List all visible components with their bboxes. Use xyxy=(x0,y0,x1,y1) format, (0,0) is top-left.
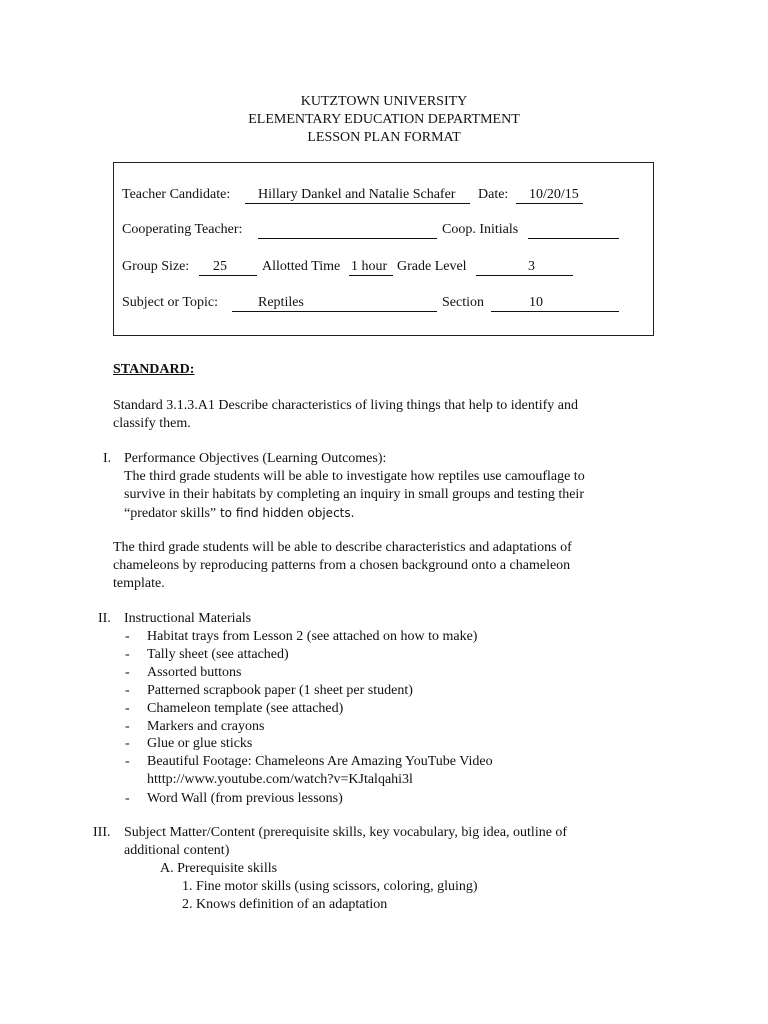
bullet: - xyxy=(125,629,130,644)
allotted-time-value: 1 hour xyxy=(351,259,388,274)
grade-level-value: 3 xyxy=(528,259,535,274)
coop-initials-label: Coop. Initials xyxy=(442,222,519,237)
material-item: Patterned scrapbook paper (1 sheet per student) xyxy=(147,683,413,698)
objective-line xyxy=(124,504,354,523)
section-label: Section xyxy=(442,295,484,310)
university-title: KUTZTOWN UNIVERSITY xyxy=(300,94,468,109)
department-title: ELEMENTARY EDUCATION DEPARTMENT xyxy=(248,112,520,127)
subsection-heading: A. Prerequisite skills xyxy=(160,861,278,876)
allotted-time-label: Allotted Time xyxy=(262,259,341,274)
group-size-value: 25 xyxy=(213,259,227,274)
date-label: Date: xyxy=(478,187,509,202)
date-value: 10/20/15 xyxy=(529,187,579,202)
objective-line: template. xyxy=(113,576,165,591)
material-item: Tally sheet (see attached) xyxy=(147,647,289,662)
predator-skills-quote: “predator skills” xyxy=(124,506,217,521)
document-title: LESSON PLAN FORMAT xyxy=(307,130,461,145)
bullet: - xyxy=(125,647,130,662)
section-title: Instructional Materials xyxy=(124,611,252,626)
bullet: - xyxy=(125,683,130,698)
video-url-link[interactable]: htttp://www.youtube.com/watch?v=KJtalqahi3l xyxy=(147,772,413,787)
material-item: Word Wall (from previous lessons) xyxy=(147,791,343,806)
objective-line: The third grade students will be able to investigate how reptiles use camouflage to xyxy=(124,469,585,484)
objective-line: The third grade students will be able to describe characteristics and adaptations of xyxy=(113,540,572,555)
objective-line-end: to find hidden objects. xyxy=(216,506,355,520)
grade-level-label: Grade Level xyxy=(397,259,467,274)
teacher-candidate-value: Hillary Dankel and Natalie Schafer xyxy=(258,187,456,202)
cooperating-teacher-underline xyxy=(258,238,437,239)
standard-text-line: Standard 3.1.3.A1 Describe characteristics of living things that help to identify and xyxy=(113,398,578,413)
material-item: Markers and crayons xyxy=(147,719,265,734)
bullet: - xyxy=(125,665,130,680)
section-title: Subject Matter/Content (prerequisite skills, key vocabulary, big idea, outline of xyxy=(124,825,568,840)
group-size-label: Group Size: xyxy=(122,259,190,274)
material-item: Assorted buttons xyxy=(147,665,242,680)
bullet: - xyxy=(125,719,130,734)
subject-topic-label: Subject or Topic: xyxy=(122,295,218,310)
subsection-item: 2. Knows definition of an adaptation xyxy=(182,897,388,912)
standard-heading: STANDARD: xyxy=(113,362,195,377)
section-numeral: III. xyxy=(93,825,111,840)
objective-line: survive in their habitats by completing an inquiry in small groups and testing their xyxy=(124,487,584,502)
teacher-candidate-label: Teacher Candidate: xyxy=(122,187,231,202)
section-title: Performance Objectives (Learning Outcomes): xyxy=(124,451,387,466)
coop-initials-underline xyxy=(528,238,619,239)
section-numeral: II. xyxy=(98,611,111,626)
material-item: Chameleon template (see attached) xyxy=(147,701,344,716)
grade-level-underline xyxy=(476,275,573,276)
section-title-continued: additional content) xyxy=(124,843,230,858)
material-item: Glue or glue sticks xyxy=(147,736,253,751)
section-numeral: I. xyxy=(103,451,112,466)
objective-line: chameleons by reproducing patterns from a chosen background onto a chameleon xyxy=(113,558,571,573)
bullet: - xyxy=(125,754,130,769)
bullet: - xyxy=(125,791,130,806)
material-item: Habitat trays from Lesson 2 (see attached on how to make) xyxy=(147,629,478,644)
subject-topic-value: Reptiles xyxy=(258,295,304,310)
subsection-item: 1. Fine motor skills (using scissors, coloring, gluing) xyxy=(182,879,478,894)
section-value: 10 xyxy=(529,295,543,310)
group-size-underline xyxy=(199,275,257,276)
section-underline xyxy=(491,311,619,312)
standard-text-line: classify them. xyxy=(113,416,191,431)
bullet: - xyxy=(125,736,130,751)
bullet: - xyxy=(125,701,130,716)
material-item: Beautiful Footage: Chameleons Are Amazing YouTube Video xyxy=(147,754,493,769)
cooperating-teacher-label: Cooperating Teacher: xyxy=(122,222,243,237)
